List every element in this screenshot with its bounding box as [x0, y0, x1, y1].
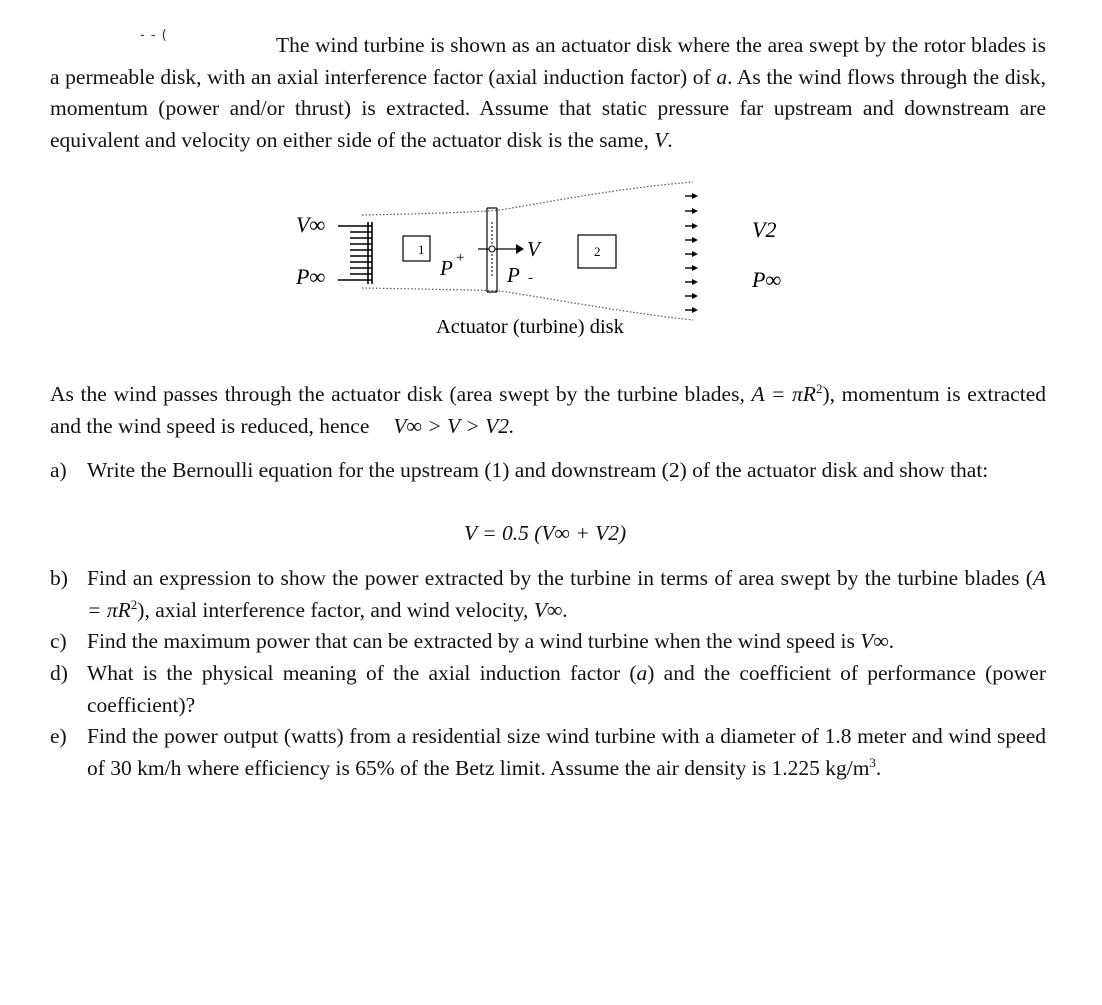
streamtube-upper: [362, 182, 693, 215]
question-b-text-1: Find an expression to show the power extracted by the turbine in terms of area swept by the turbine blades (: [87, 566, 1033, 590]
question-c-label: c): [50, 629, 67, 653]
question-e: [50, 721, 1046, 784]
question-b: [50, 563, 1046, 626]
question-a-label: a): [50, 458, 67, 482]
disk-flow-arrow: [506, 244, 524, 254]
intro-end: .: [667, 127, 673, 152]
question-b-formula: A = πR: [87, 566, 1046, 622]
question-b-exponent: 2: [130, 596, 138, 612]
question-b-end: .: [562, 597, 568, 622]
question-d-text-2: ) and the coefficient of performance (power coefficient)?: [87, 661, 1046, 717]
station-1-label: 1: [418, 242, 425, 257]
intro-var-a: a: [716, 64, 728, 89]
question-d: [50, 658, 1046, 721]
question-b-var: V∞: [533, 597, 563, 622]
intro-text-1: The wind turbine is shown as an actuator disk where the area swept by the rotor blades is a permeable disk, with an axial interference factor (axial induction factor) of: [50, 33, 1046, 89]
question-b-text: [87, 563, 1046, 626]
para2-text-2: ), momentum is extracted and the wind speed is reduced, hence: [50, 382, 1046, 438]
second-paragraph: [50, 379, 1046, 442]
upstream-pressure-label: P∞: [296, 264, 326, 289]
figure-caption: Actuator (turbine) disk: [436, 316, 624, 338]
question-e-text: [87, 721, 1046, 784]
question-e-label: e): [50, 724, 67, 748]
question-c-var: V∞: [860, 629, 889, 653]
station-2-label: 2: [594, 244, 601, 259]
question-e-end: .: [875, 755, 882, 780]
actuator-disk-diagram: [0, 0, 1102, 360]
pressure-minus-p: P: [507, 263, 520, 287]
question-e-text-1: Find the power output (watts) from a residential size wind turbine with a diameter of 1.8 meter and wind speed of 30 km/h where efficiency is 65% of the Betz limit. Assume the air density is 1.225 kg/m: [87, 724, 1046, 780]
question-d-text-1: What is the physical meaning of the axial induction factor (: [87, 661, 637, 685]
stray-mark: ‐ ‐ (: [140, 28, 168, 43]
question-c-text: [87, 626, 1046, 658]
question-d-label: d): [50, 661, 68, 685]
upstream-flow-lines: [338, 222, 372, 284]
question-c-end: .: [888, 629, 895, 653]
pressure-minus-sign: -: [528, 270, 533, 286]
question-d-text: [87, 658, 1046, 721]
question-d-var: a: [636, 661, 648, 685]
intro-var-v: V: [654, 127, 668, 152]
question-a-text: Write the Bernoulli equation for the upstream (1) and downstream (2) of the actuator disk and show that:: [87, 458, 989, 482]
para2-text-1: As the wind passes through the actuator disk (area swept by the turbine blades,: [50, 382, 752, 406]
question-b-label: b): [50, 566, 68, 590]
question-c: [50, 626, 1046, 658]
disk-velocity-v: V: [527, 237, 540, 261]
intro-text-2: . As the wind flows through the disk, momentum (power and/or thrust) is extracted. Assume that static pressure far upstream and downstream are equivalent and velocity on either side of the actuator disk is the same,: [50, 64, 1046, 152]
downstream-velocity-label: V2: [752, 217, 777, 242]
upstream-velocity-label: V∞: [296, 212, 326, 237]
question-e-exponent: 3: [869, 754, 876, 770]
question-a: [50, 455, 1046, 487]
pressure-plus-sign: +: [456, 250, 465, 266]
para2-area-formula: A = πR: [751, 382, 816, 406]
para2-inequality: V∞ > V > V2.: [393, 413, 515, 438]
question-b-text-2: ), axial interference factor, and wind velocity,: [137, 597, 534, 622]
downstream-pressure-label: P∞: [752, 267, 782, 292]
velocity-equation: V = 0.5 (V∞ + V2): [464, 521, 627, 545]
para2-area-exponent: 2: [815, 381, 823, 396]
downstream-arrows: [685, 193, 698, 313]
actuator-disk: [478, 208, 506, 292]
pressure-plus-p: P: [440, 256, 453, 280]
station-1-box: [403, 236, 430, 261]
question-c-text-1: Find the maximum power that can be extracted by a wind turbine when the wind speed is: [87, 629, 861, 653]
